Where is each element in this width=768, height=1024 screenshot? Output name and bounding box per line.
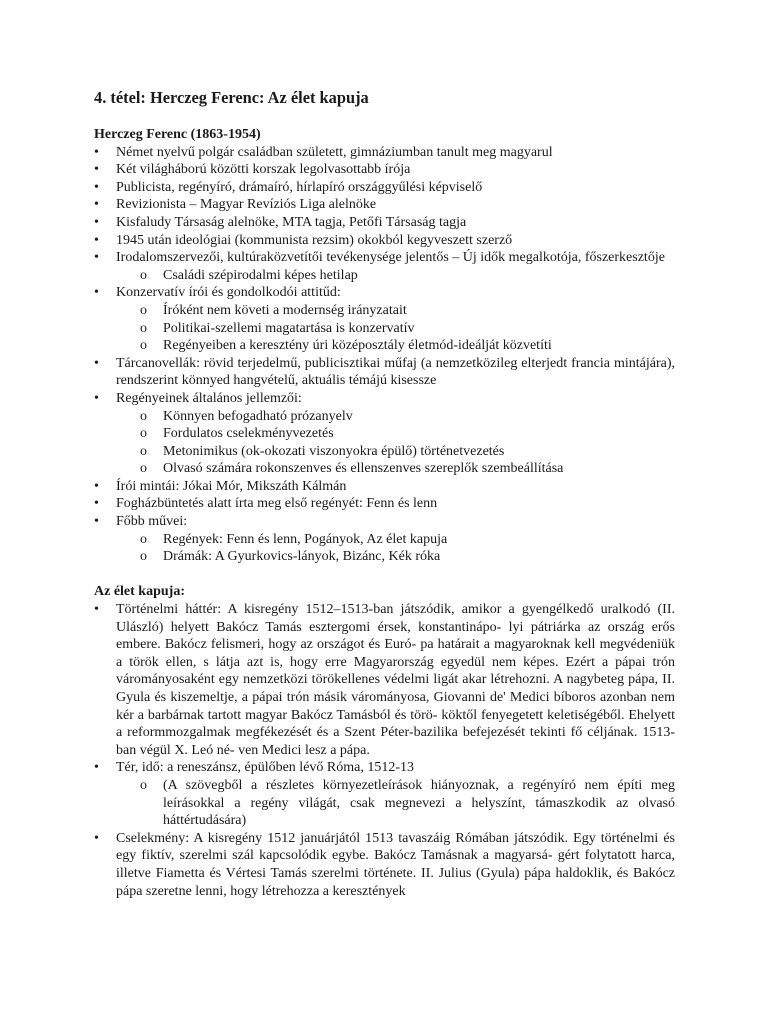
novel-heading: Az élet kapuja: [94, 584, 185, 600]
sub-list [116, 302, 675, 355]
bullet-icon: • [94, 760, 99, 776]
sub-bullet-icon: o [140, 338, 147, 354]
author-heading: Herczeg Ferenc (1863-1954) [94, 127, 261, 142]
sub-bullet-icon: o [140, 531, 147, 547]
bullet-icon: • [94, 214, 99, 230]
sub-bullet-icon: o [140, 443, 147, 459]
bullet-icon: • [94, 602, 99, 618]
sub-list-item: o Olvasó számára rokonszenves és ellenszenves szereplők szembeállítása [140, 461, 564, 477]
list-item: • Írói mintái: Jókai Mór, Mikszáth Kálmán [94, 478, 347, 494]
bullet-icon: • [94, 390, 99, 406]
sub-list-item: o Drámák: A Gyurkovics-lányok, Bizánc, Kék róka [140, 549, 441, 565]
sub-bullet-icon: o [140, 267, 147, 283]
sub-list [116, 267, 675, 285]
list-item: • Publicista, regényíró, drámaíró, hírlapíró országgyűlési képviselő [94, 179, 483, 195]
sub-list-item: o Regények: Fenn és lenn, Pogányok, Az élet kapuja [140, 531, 448, 547]
sub-bullet-icon: o [140, 408, 147, 424]
bullet-icon: • [94, 285, 99, 301]
bullet-icon: • [94, 197, 99, 213]
list-item: • Revizionista – Magyar Revíziós Liga alelnöke [94, 197, 377, 213]
sub-bullet-icon: o [140, 549, 147, 565]
sub-list-item: o Regényeiben a keresztény úri középosztály életmód-ideálját közvetíti [140, 338, 552, 354]
list-item: • Fogházbüntetés alatt írta meg első regényét: Fenn és lenn [94, 496, 438, 512]
sub-bullet-icon: o [140, 777, 147, 793]
list-item: • Kisfaludy Társaság alelnöke, MTA tagja, Petőfi Társaság tagja [94, 214, 467, 230]
sub-bullet-icon: o [140, 461, 147, 477]
sub-bullet-icon: o [140, 426, 147, 442]
sub-list-item: o (A szövegből a részletes környezetleírások hiányoznak, a regényíró nem építi meg leírásokkal a regény világát, csak megnevezi a helyszínt, támaszkodik az olvasó háttértudására) [140, 777, 675, 829]
list-item: • Konzervatív írói és gondolkodói attitűd: o Íróként nem követi a modernség irányzatait o Politikai-szellemi magatartása is konzervatív o Regényeiben a keresztény úri középosztály életmód-ideálját közvetíti [94, 284, 675, 354]
list-item: • Tér, idő: a reneszánsz, épülőben lévő Róma, 1512-13 o (A szövegből a részletes környezetleírások hiányoznak, a regényíró nem építi meg leírásokkal a regény világát, csak megnevezi a helyszínt, támaszkodik az olvasó háttértudására) [94, 760, 675, 829]
list-item: • Regényeinek általános jellemzői: o Könnyen befogadható prózanyelv o Fordulatos cselekményvezetés o Metonimikus (ok-okozati viszonyokra épülő) történetvezetés o Olvasó számára rokonszenves és ellenszenves szereplők szembeállítása [94, 390, 675, 478]
bullet-icon: • [94, 830, 99, 846]
list-item: • Cselekmény: A kisregény 1512 januárjától 1513 tavaszáig Rómában játszódik. Egy történelmi és egy fiktív, szerelmi szál kapcsolódik egybe. Bakócz Tamásnak a magyarsá- gért folytatott harca, illetve Fiametta és Vértesi Tamás szerelmi története. II. Julius (Gyula) pápa haldoklik, és Bakócz pápa szeretne lenni, hogy létrehozza a keresztények [94, 830, 675, 899]
bullet-icon: • [94, 232, 99, 248]
sub-list-item: o Fordulatos cselekményvezetés [140, 426, 334, 442]
sub-list [116, 408, 675, 478]
bullet-icon: • [94, 162, 99, 178]
sub-bullet-icon: o [140, 302, 147, 318]
novel-list [94, 601, 675, 900]
bullet-icon: • [94, 478, 99, 494]
bullet-icon: • [94, 496, 99, 512]
sub-list [116, 531, 675, 566]
sub-list-item: o Metonimikus (ok-okozati viszonyokra épülő) történetvezetés [140, 443, 505, 459]
spacer [94, 566, 675, 584]
sub-list [116, 777, 675, 830]
sub-list-item: o Politikai-szellemi magatartása is konzervatív [140, 320, 415, 336]
bullet-icon: • [94, 179, 99, 195]
list-item: • Irodalomszervezői, kultúraközvetítői tevékenysége jelentős – Új idők megalkotója, főszerkesztője o Családi szépirodalmi képes hetilap [94, 249, 675, 284]
list-item: • Történelmi háttér: A kisregény 1512–1513-ban játszódik, amikor a gyengélkedő uralkodó (II. Ulászló) helyett Bakócz Tamás esztergomi érsek, konstantinápo- lyi pátriárka az ország erős embere. Bakócz felismeri, hogy az országot és Euró- pa határait a magyaroknak kell megvédeniük a török ellen, s látja azt is, hogy erre Magyarország egyedül nem képes. Ezért a pápai trón várományosaként egy nemzetközi törökellenes védelmi ligát akar létrehozni. A nagybeteg pápa, II. Gyula és kiszemeltje, a pápai trón másik várományosa, Giovanni de' Medici bíboros azonban nem kér a barbárnak tartott magyar Bakócz Tamásból és törö- köktől fenyegetett keletiségéből. Ehelyett a reformmozgalmak megfékezését és a Szent Péter-bazilika befejezését tekinti fő céljának. 1513-ban végül X. Leó né- ven Medici lesz a pápa. [94, 602, 675, 758]
bullet-icon: • [94, 514, 99, 530]
sub-bullet-icon: o [140, 320, 147, 336]
list-item: • Német nyelvű polgár családban született, gimnáziumban tanult meg magyarul [94, 144, 553, 160]
sub-list-item: o Íróként nem követi a modernség irányzatait [140, 302, 407, 318]
page-title: 4. tétel: Herczeg Ferenc: Az élet kapuja [94, 88, 369, 107]
sub-list-item: o Könnyen befogadható prózanyelv [140, 408, 353, 424]
list-item: • 1945 után ideológiai (kommunista rezsim) okokból kegyveszett szerző [94, 232, 513, 248]
bullet-icon: • [94, 250, 99, 266]
sub-list-item: o Családi szépirodalmi képes hetilap [140, 267, 358, 283]
list-item: • Tárcanovellák: rövid terjedelmű, publicisztikai műfaj (a nemzetközileg elterjedt francia mintájára), rendszerint könnyed hangvételű, aktuális témájú kisessze [94, 355, 675, 389]
bullet-icon: • [94, 355, 99, 371]
author-list [94, 144, 675, 566]
list-item: • Főbb művei: o Regények: Fenn és lenn, Pogányok, Az élet kapuja o Drámák: A Gyurkovics-lányok, Bizánc, Kék róka [94, 513, 675, 566]
document-page [94, 88, 675, 900]
list-item: • Két világháború közötti korszak legolvasottabb írója [94, 162, 411, 178]
bullet-icon: • [94, 144, 99, 160]
